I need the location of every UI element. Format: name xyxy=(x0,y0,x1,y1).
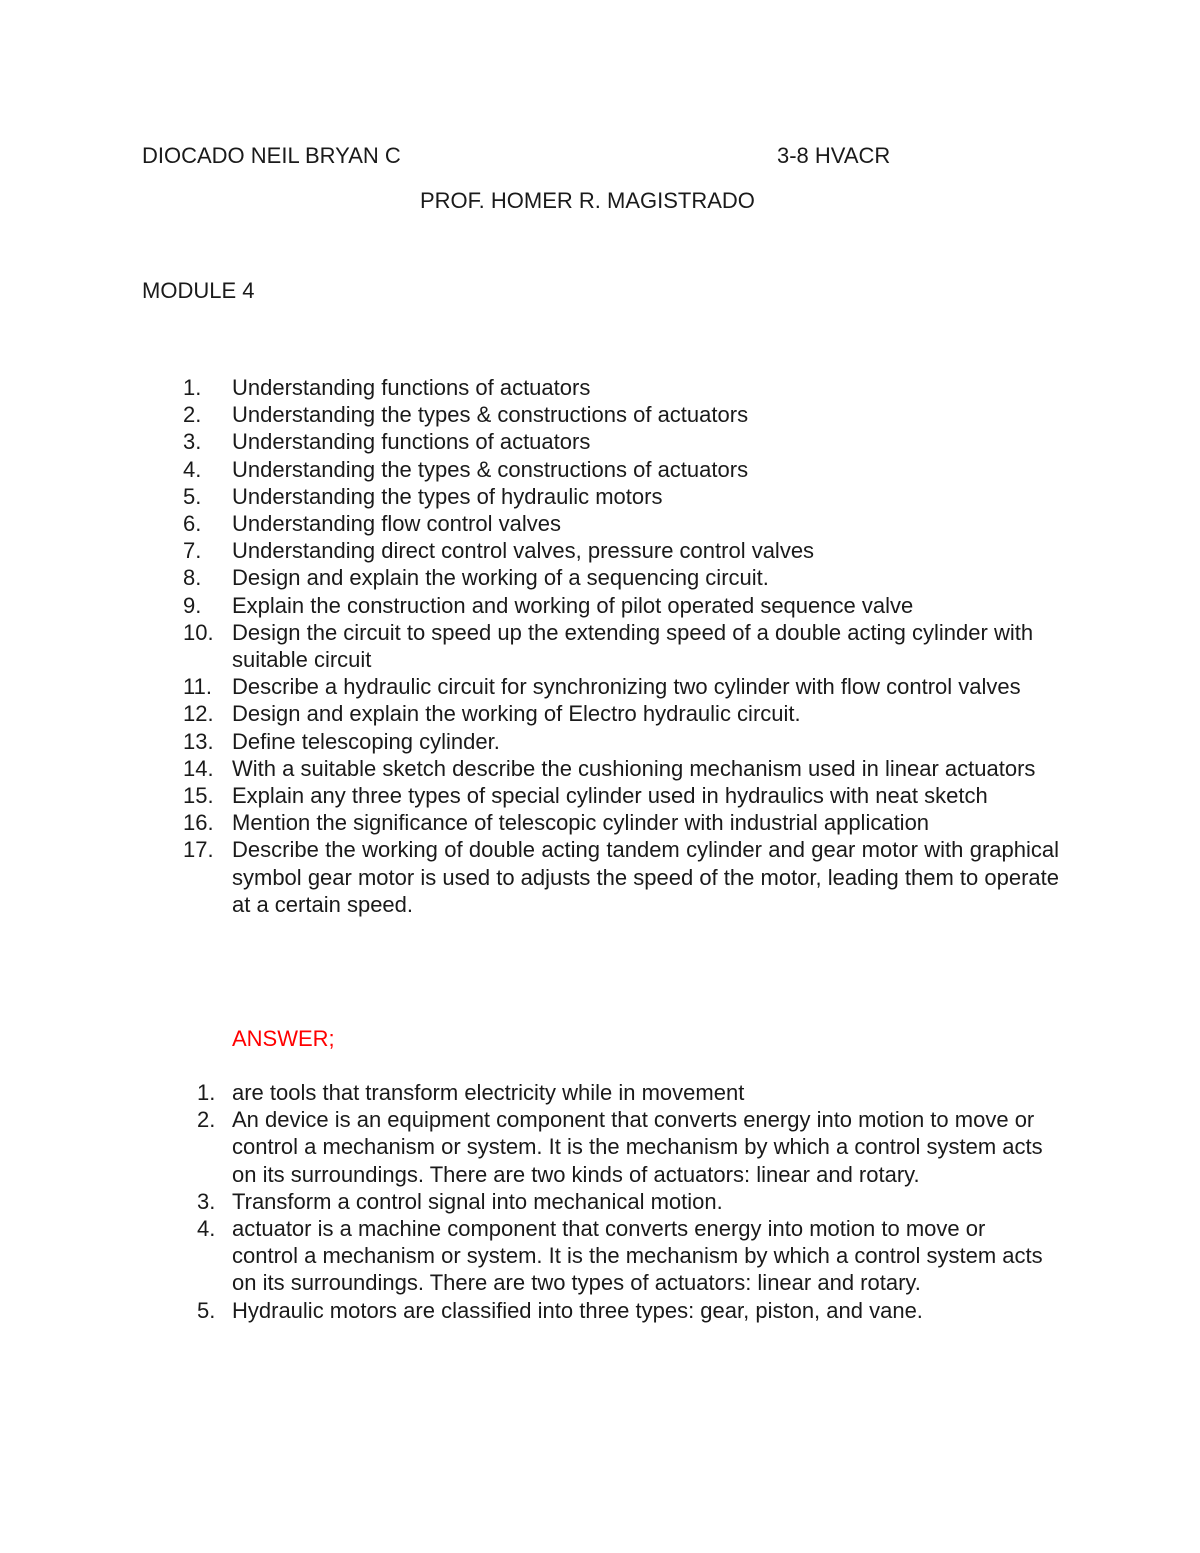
question-item xyxy=(183,456,1059,483)
answer-text-continued: or control a mechanism or system. It is the mechanism by which a control system acts on its surroundings. There are two kinds of actuators: linear and rotary. xyxy=(232,1107,1043,1187)
question-text: Explain the construction and working of pilot operated sequence valve xyxy=(232,592,914,618)
question-number: 3. xyxy=(183,429,202,455)
question-item xyxy=(183,755,1059,782)
question-item xyxy=(183,537,1059,564)
answer-heading: ANSWER; xyxy=(232,1026,335,1051)
student-name: DIOCADO NEIL BRYAN C xyxy=(142,143,401,168)
answer-item xyxy=(197,1188,1057,1215)
question-item xyxy=(183,483,1059,510)
question-text: Understanding flow control valves xyxy=(232,511,561,537)
question-item xyxy=(183,782,1059,809)
question-text: Explain any three types of special cylinder used in hydraulics with neat sketch xyxy=(232,783,988,809)
question-number: 11. xyxy=(183,674,212,700)
question-number: 2. xyxy=(183,402,202,428)
professor-name: PROF. HOMER R. MAGISTRADO xyxy=(420,188,755,213)
question-item xyxy=(183,673,1059,700)
question-item xyxy=(183,728,1059,755)
question-number: 16. xyxy=(183,810,214,836)
question-item xyxy=(183,428,1059,455)
question-item xyxy=(183,809,1059,836)
question-number: 8. xyxy=(183,565,202,591)
question-text: With a suitable sketch describe the cushioning mechanism used in linear actuators xyxy=(232,755,1036,781)
question-number: 15. xyxy=(183,783,214,809)
question-text: Design and explain the working of Electro hydraulic circuit. xyxy=(232,701,801,727)
answer-number: 4. xyxy=(197,1216,216,1242)
question-item xyxy=(183,374,1059,401)
answer-item xyxy=(197,1079,1057,1106)
question-text: Understanding the types & constructions of actuators xyxy=(232,456,749,482)
question-number: 9. xyxy=(183,592,202,618)
question-number: 14. xyxy=(183,755,214,781)
answer-list xyxy=(197,1079,1057,1324)
question-text: Describe the working of double acting tandem cylinder and gear motor with graphical symbol gear motor is used to adjusts the speed of the motor, leading them to operate at a certain speed. xyxy=(232,837,1059,917)
question-item xyxy=(183,619,1059,673)
question-text: Understanding direct control valves, pressure control valves xyxy=(232,538,815,564)
answer-item xyxy=(197,1106,1057,1188)
answer-text: actuator is a machine component that converts energy into motion to move or xyxy=(232,1216,986,1242)
question-item xyxy=(183,510,1059,537)
answer-item xyxy=(197,1297,1057,1324)
question-text: Understanding functions of actuators xyxy=(232,429,591,455)
question-text: Understanding functions of actuators xyxy=(232,375,591,400)
answer-text: Transform a control signal into mechanical motion. xyxy=(232,1188,723,1214)
answer-number: 3. xyxy=(197,1188,216,1214)
question-number: 10. xyxy=(183,619,214,645)
answer-text: An device is an equipment component that converts energy into motion to move xyxy=(232,1107,1009,1133)
answer-number: 1. xyxy=(197,1080,216,1105)
class-section: 3-8 HVACR xyxy=(777,143,891,168)
question-number: 5. xyxy=(183,483,202,509)
answer-text-continued: control a mechanism or system. It is the mechanism by which a control system acts on its surroundings. There are two types of actuators: linear and rotary. xyxy=(232,1243,1043,1296)
question-text: Design and explain the working of a sequencing circuit. xyxy=(232,565,769,591)
question-number: 12. xyxy=(183,701,214,727)
question-number: 13. xyxy=(183,728,214,754)
question-text: Define telescoping cylinder. xyxy=(232,728,500,754)
question-text: Describe a hydraulic circuit for synchronizing two cylinder with flow control valves xyxy=(232,674,1021,700)
answer-item xyxy=(197,1215,1057,1297)
question-item xyxy=(183,592,1059,619)
answer-number: 2. xyxy=(197,1107,216,1133)
module-title: MODULE 4 xyxy=(142,278,255,303)
question-text: Understanding the types & constructions of actuators xyxy=(232,402,749,428)
question-item xyxy=(183,401,1059,428)
question-number: 17. xyxy=(183,837,214,863)
question-item xyxy=(183,700,1059,727)
question-number: 1. xyxy=(183,375,202,400)
answer-text: are tools that transform electricity while in movement xyxy=(232,1080,745,1105)
question-number: 6. xyxy=(183,511,202,537)
question-list xyxy=(183,374,1059,918)
question-text: Design the circuit to speed up the extending speed of a double acting cylinder with suitable circuit xyxy=(232,619,1034,673)
answer-text: Hydraulic motors are classified into three types: gear, piston, and vane. xyxy=(232,1297,923,1323)
question-number: 7. xyxy=(183,538,202,564)
answer-number: 5. xyxy=(197,1297,216,1323)
question-item xyxy=(183,836,1059,918)
question-text: Mention the significance of telescopic cylinder with industrial application xyxy=(232,810,930,836)
question-number: 4. xyxy=(183,456,202,482)
question-item xyxy=(183,564,1059,591)
question-text: Understanding the types of hydraulic motors xyxy=(232,483,663,509)
